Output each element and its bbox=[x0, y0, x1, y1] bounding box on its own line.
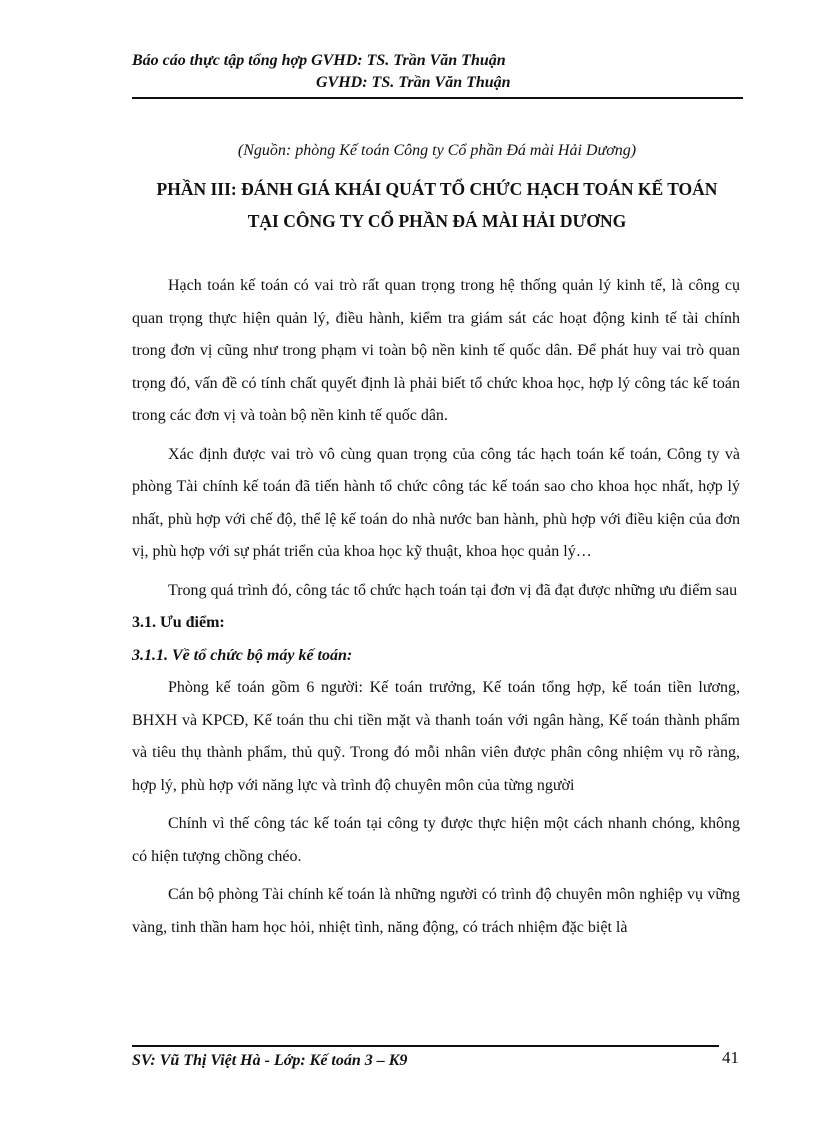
part-title-line-1: PHẦN III: ĐÁNH GIÁ KHÁI QUÁT TỔ CHỨC HẠCH TOÁN KẾ TOÁN bbox=[156, 179, 718, 199]
body-text bbox=[132, 270, 740, 950]
section-heading-3-1-1: 3.1.1. Về tổ chức bộ máy kế toán: bbox=[132, 646, 353, 664]
footer-author: SV: Vũ Thị Việt Hà - Lớp: Kế toán 3 – K9 bbox=[132, 1052, 408, 1069]
header-line-1: Báo cáo thực tập tổng hợp GVHD: TS. Trần Văn Thuận bbox=[132, 52, 506, 69]
running-header bbox=[132, 50, 742, 94]
part-title bbox=[132, 173, 742, 237]
header-divider bbox=[132, 97, 743, 99]
paragraph-transition: Trong quá trình đó, công tác tổ chức hạch toán tại đơn vị đã đạt được những ưu điểm sau bbox=[168, 581, 738, 599]
header-line-2: GVHD: TS. Trần Văn Thuận bbox=[316, 74, 511, 91]
part-title-line-2: TẠI CÔNG TY CỔ PHẦN ĐÁ MÀI HẢI DƯƠNG bbox=[247, 211, 627, 231]
page-number: 41 bbox=[722, 1048, 739, 1067]
paragraph-personnel: Cán bộ phòng Tài chính kế toán là những người có trình độ chuyên môn nghiệp vụ vững vàng, tinh thần ham học hỏi, nhiệt tình, năng động, có trách nhiệm đặc biệt là bbox=[132, 886, 740, 936]
source-note: (Nguồn: phòng Kế toán Công ty Cổ phần Đá mài Hải Dương) bbox=[237, 142, 637, 159]
paragraph-role: Xác định được vai trò vô cùng quan trọng của công tác hạch toán kế toán, Công ty và phòng Tài chính kế toán đã tiến hành tổ chức công tác kế toán sao cho khoa học nhất, hợp lý nhất, phù hợp với chế độ, thể lệ kế toán do nhà nước ban hành, phù hợp với điều kiện của đơn vị, phù hợp với sự phát triển của khoa học kỹ thuật, khoa học quản lý… bbox=[132, 445, 740, 560]
paragraph-intro: Hạch toán kế toán có vai trò rất quan trọng trong hệ thống quản lý kinh tế, là công cụ quan trọng thực hiện quản lý, điều hành, kiểm tra giám sát các hoạt động kinh tế tài chính trong đơn vị cũng như trong phạm vi toàn bộ nền kinh tế quốc dân. Để phát huy vai trò quan trọng đó, vấn đề có tính chất quyết định là phải biết tổ chức khoa học, hợp lý công tác kế toán trong các đơn vị và toàn bộ nền kinh tế quốc dân. bbox=[132, 277, 740, 424]
footer-divider bbox=[132, 1045, 719, 1047]
paragraph-efficiency: Chính vì thế công tác kế toán tại công ty được thực hiện một cách nhanh chóng, không có hiện tượng chồng chéo. bbox=[132, 815, 740, 865]
section-heading-3-1: 3.1. Ưu điểm: bbox=[132, 614, 225, 631]
paragraph-staff: Phòng kế toán gồm 6 người: Kế toán trưởng, Kế toán tổng hợp, kế toán tiền lương, BHXH và KPCĐ, Kế toán thu chi tiền mặt và thanh toán với ngân hàng, Kế toán thành phẩm và tiêu thụ thành phẩm, thủ quỹ. Trong đó mỗi nhân viên được phân công nhiệm vụ rõ ràng, hợp lý, phù hợp với năng lực và trình độ chuyên môn của từng người bbox=[132, 679, 740, 794]
